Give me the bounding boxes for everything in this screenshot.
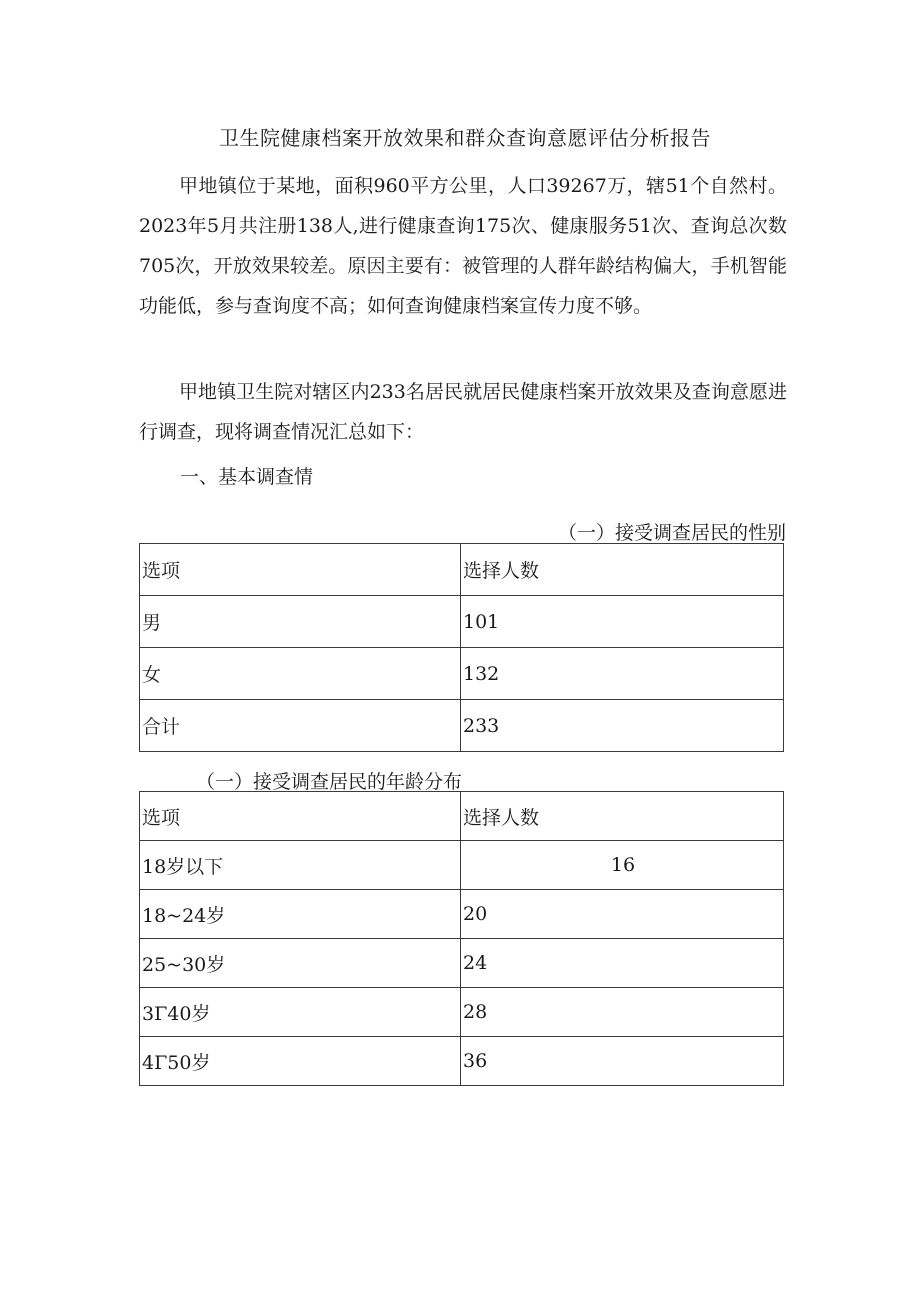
- intro-paragraph: 甲地镇位于某地，面积960平方公里，人口39267万，辖51个自然村。2023年5月共注册138人,进行健康查询175次、健康服务51次、查询总次数705次，开放效果较差。原因主要有：被管理的人群年龄结构偏大，手机智能功能低，参与查询度不高；如何查询健康档案宣传力度不够。: [139, 175, 787, 317]
- table-cell: 16: [461, 841, 784, 890]
- gender-table-caption: （一）接受调查居民的性别: [557, 522, 786, 544]
- table-cell: 3Γ40岁: [140, 988, 461, 1037]
- gender-table: [139, 543, 784, 752]
- table-cell: 20: [461, 890, 784, 939]
- table-cell: 18岁以下: [140, 841, 461, 890]
- table-cell: 4Γ50岁: [140, 1037, 461, 1086]
- table-row: [140, 700, 784, 752]
- table-cell: 女: [140, 648, 461, 700]
- table-row: [140, 596, 784, 648]
- table-header-row: [140, 544, 784, 596]
- table-row: [140, 890, 784, 939]
- table-header-row: [140, 792, 784, 841]
- section-heading: 一、基本调查情: [180, 466, 314, 488]
- table-header-cell: 选项: [140, 792, 461, 841]
- table-row: [140, 939, 784, 988]
- table-cell: 24: [461, 939, 784, 988]
- table-cell: 合计: [140, 700, 461, 752]
- table-header-cell: 选择人数: [461, 792, 784, 841]
- table-cell: 233: [461, 700, 784, 752]
- table-cell: 36: [461, 1037, 784, 1086]
- age-table: [139, 791, 784, 1086]
- table-cell: 男: [140, 596, 461, 648]
- document-title: 卫生院健康档案开放效果和群众查询意愿评估分析报告: [219, 126, 711, 150]
- table-header-cell: 选择人数: [461, 544, 784, 596]
- table-cell: 101: [461, 596, 784, 648]
- table-row: [140, 988, 784, 1037]
- table-cell: 28: [461, 988, 784, 1037]
- age-table-caption: （一）接受调查居民的年龄分布: [196, 771, 463, 793]
- table-header-cell: 选项: [140, 544, 461, 596]
- table-row: [140, 1037, 784, 1086]
- table-cell: 25~30岁: [140, 939, 461, 988]
- table-row: [140, 648, 784, 700]
- table-cell: 132: [461, 648, 784, 700]
- table-row: [140, 841, 784, 890]
- table-cell: 18~24岁: [140, 890, 461, 939]
- survey-paragraph: 甲地镇卫生院对辖区内233名居民就居民健康档案开放效果及查询意愿进行调查，现将调查情况汇总如下：: [139, 381, 787, 443]
